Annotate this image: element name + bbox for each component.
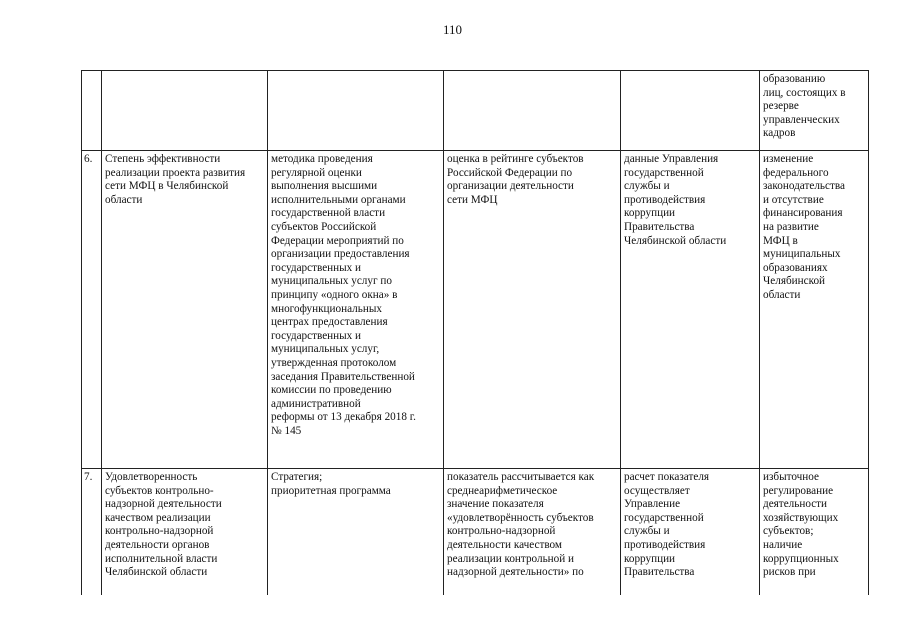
table-row	[82, 151, 869, 469]
table-row	[82, 469, 869, 596]
evaluation-cell: показатель рассчитывается как среднеарифметическое значение показателя «удовлетворённость субъектов контрольно-надзорной деятельности качеством реализации контрольной и надзорной деятельности» по	[444, 469, 621, 596]
risks-cell: избыточное регулирование деятельности хозяйствующих субъектов; наличие коррупционных рисков при	[760, 469, 869, 596]
page-number: 110	[442, 22, 463, 37]
row-number-cell	[82, 71, 102, 151]
indicator-name-cell	[102, 71, 268, 151]
data-source-cell: расчет показателя осуществляет Управление государственной службы и противодействия коррупции Правительства	[621, 469, 760, 596]
risks-cell: изменение федерального законодательства и отсутствие финансирования на развитие МФЦ в муниципальных образованиях Челябинской области	[760, 151, 869, 469]
method-cell: методика проведения регулярной оценки выполнения высшими исполнительными органами государственной власти субъектов Российской Федерации мероприятий по организации предоставления государственных и муниципальных услуг по принципу «одного окна» в многофункциональных центрах предоставления государственных и муниципальных услуг, утвержденная протоколом заседания Правительственной комиссии по проведению административной реформы от 13 декабря 2018 г. № 145	[268, 151, 444, 469]
data-source-cell: данные Управления государственной службы и противодействия коррупции Правительства Челябинской области	[621, 151, 760, 469]
method-cell	[268, 71, 444, 151]
evaluation-cell: оценка в рейтинге субъектов Российской Федерации по организации деятельности сети МФЦ	[444, 151, 621, 469]
indicators-table	[81, 70, 869, 595]
method-cell: Стратегия; приоритетная программа	[268, 469, 444, 596]
table-row	[82, 71, 869, 151]
row-number-cell: 7.	[82, 469, 102, 596]
indicator-name-cell: Удовлетворенность субъектов контрольно- надзорной деятельности качеством реализации контрольно-надзорной деятельности органов исполнительной власти Челябинской области	[102, 469, 268, 596]
risks-cell: образованию лиц, состоящих в резерве управленческих кадров	[760, 71, 869, 151]
evaluation-cell	[444, 71, 621, 151]
indicator-name-cell: Степень эффективности реализации проекта развития сети МФЦ в Челябинской области	[102, 151, 268, 469]
data-source-cell	[621, 71, 760, 151]
row-number-cell: 6.	[82, 151, 102, 469]
